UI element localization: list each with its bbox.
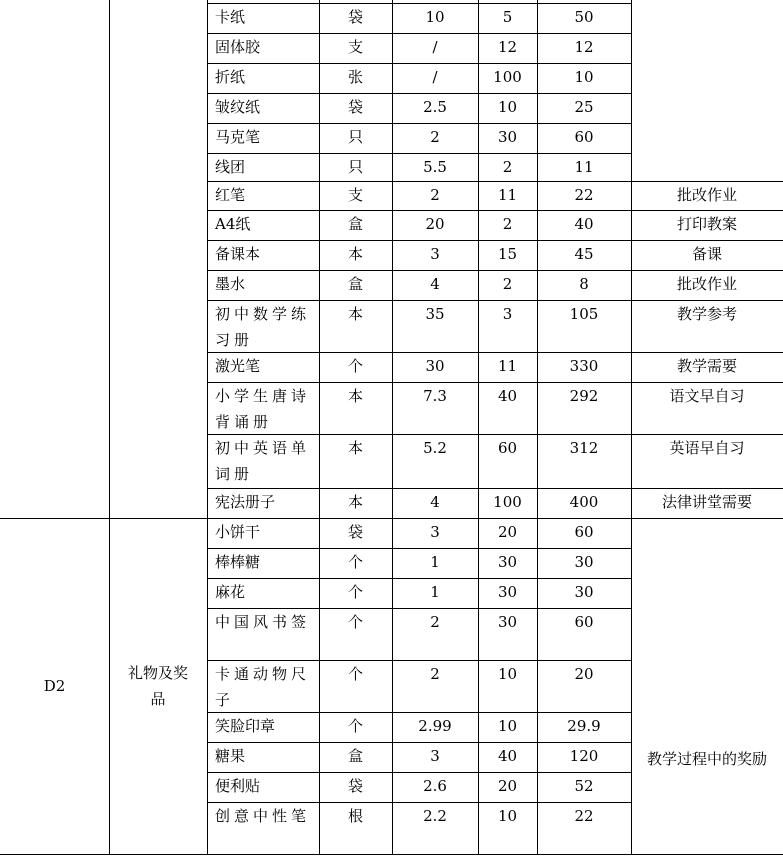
item-quantity: 2: [502, 275, 513, 293]
item-total: 292: [569, 387, 599, 405]
item-name: 皱纹纸: [215, 98, 261, 116]
item-unit: 袋: [347, 523, 363, 541]
item-name: 麻花: [215, 583, 246, 601]
item-price: 20: [425, 215, 445, 233]
item-total: 11: [574, 158, 594, 176]
item-unit: 个: [347, 717, 363, 735]
row-divider: [207, 3, 631, 4]
item-total: 60: [574, 128, 594, 146]
item-total: 60: [574, 613, 594, 631]
column-divider: [631, 0, 632, 855]
item-quantity: 10: [497, 98, 518, 116]
item-quantity: 2: [502, 215, 513, 233]
item-name: 线团: [215, 158, 246, 176]
column-divider: [319, 0, 320, 855]
section-code: D2: [43, 677, 66, 695]
item-name: 创意中性笔: [215, 807, 311, 825]
item-unit: 张: [347, 68, 363, 86]
column-divider: [392, 0, 393, 855]
item-total: 8: [579, 275, 589, 293]
item-price: 2: [430, 128, 440, 146]
item-name: 卡纸: [215, 8, 246, 26]
item-unit: 根: [347, 807, 363, 825]
row-divider: [631, 270, 783, 271]
row-divider: [631, 382, 783, 383]
item-purpose: 批改作业: [676, 275, 737, 293]
item-name: 墨水: [215, 275, 246, 293]
item-price: 1: [430, 553, 440, 571]
item-quantity: 5: [502, 8, 513, 26]
item-purpose: 批改作业: [676, 186, 737, 204]
column-divider: [207, 0, 208, 855]
column-divider: [109, 0, 110, 855]
item-price: 5.2: [423, 439, 447, 457]
item-price: 30: [425, 357, 445, 375]
row-divider: [631, 434, 783, 435]
item-name: 棒棒糖: [215, 553, 261, 571]
item-name: 红笔: [215, 186, 246, 204]
item-price: 3: [430, 245, 440, 263]
item-name: 固体胶: [215, 38, 261, 56]
item-unit: 袋: [347, 98, 363, 116]
item-name: A4纸: [215, 215, 251, 233]
item-price: 4: [430, 493, 440, 511]
item-unit: 个: [347, 665, 363, 683]
item-purpose: 教学需要: [676, 357, 737, 375]
item-price: 2.6: [423, 777, 447, 795]
item-total: 40: [574, 215, 594, 233]
item-name: 小学生唐诗背诵册: [215, 387, 311, 431]
item-price: 2.99: [418, 717, 452, 735]
item-unit: 本: [347, 245, 363, 263]
item-quantity: 11: [497, 357, 518, 375]
item-price: 10: [425, 8, 445, 26]
item-quantity: 100: [493, 68, 522, 86]
item-total: 30: [574, 583, 594, 601]
item-total: 29.9: [567, 717, 601, 735]
item-name: 宪法册子: [215, 493, 276, 511]
item-purpose: 教学参考: [676, 305, 737, 323]
item-unit: 个: [347, 583, 363, 601]
item-quantity: 30: [497, 553, 518, 571]
item-quantity: 10: [497, 717, 518, 735]
row-divider: [631, 300, 783, 301]
item-quantity: 100: [493, 493, 522, 511]
item-unit: 盒: [347, 275, 363, 293]
item-total: 330: [569, 357, 599, 375]
item-quantity: 2: [502, 158, 513, 176]
item-name: 糖果: [215, 747, 246, 765]
item-price: 2: [430, 613, 440, 631]
item-unit: 本: [347, 439, 363, 457]
item-price: /: [432, 38, 438, 56]
item-total: 20: [574, 665, 594, 683]
column-divider: [478, 0, 479, 855]
item-purpose: 语文早自习: [669, 387, 745, 405]
item-total: 30: [574, 553, 594, 571]
item-total: 22: [574, 186, 594, 204]
row-divider: [631, 210, 783, 211]
item-total: 400: [569, 493, 599, 511]
item-unit: 盒: [347, 215, 363, 233]
item-quantity: 20: [497, 777, 518, 795]
item-unit: 只: [347, 158, 363, 176]
item-unit: 个: [347, 613, 363, 631]
item-unit: 袋: [347, 8, 363, 26]
item-quantity: 11: [497, 186, 518, 204]
item-unit: 个: [347, 553, 363, 571]
item-quantity: 20: [497, 523, 518, 541]
item-quantity: 30: [497, 128, 518, 146]
item-quantity: 40: [497, 387, 518, 405]
row-divider: [631, 352, 783, 353]
item-total: 12: [574, 38, 594, 56]
item-purpose: 打印教案: [676, 215, 737, 233]
item-name: 小饼干: [215, 523, 261, 541]
item-quantity: 3: [502, 305, 513, 323]
item-unit: 盒: [347, 747, 363, 765]
item-unit: 袋: [347, 777, 363, 795]
item-total: 120: [569, 747, 599, 765]
item-total: 45: [574, 245, 594, 263]
item-price: 7.3: [423, 387, 447, 405]
item-unit: 个: [347, 357, 363, 375]
item-price: 4: [430, 275, 440, 293]
item-quantity: 40: [497, 747, 518, 765]
item-price: /: [432, 68, 438, 86]
item-total: 60: [574, 523, 594, 541]
item-name: 笑脸印章: [215, 717, 276, 735]
item-price: 3: [430, 747, 440, 765]
item-price: 1: [430, 583, 440, 601]
column-divider: [537, 0, 538, 855]
item-name: 卡通动物尺子: [215, 665, 311, 709]
item-unit: 支: [347, 186, 363, 204]
item-name: 便利贴: [215, 777, 261, 795]
item-total: 10: [574, 68, 594, 86]
item-price: 2: [430, 665, 440, 683]
item-name: 折纸: [215, 68, 246, 86]
item-price: 3: [430, 523, 440, 541]
item-total: 105: [569, 305, 599, 323]
item-price: 2.2: [423, 807, 447, 825]
row-divider: [631, 240, 783, 241]
item-total: 25: [574, 98, 594, 116]
item-price: 2: [430, 186, 440, 204]
item-total: 312: [569, 439, 599, 457]
row-divider: [631, 488, 783, 489]
item-unit: 支: [347, 38, 363, 56]
item-name: 初中数学练习册: [215, 305, 311, 349]
item-name: 备课本: [215, 245, 261, 263]
item-quantity: 60: [497, 439, 518, 457]
item-quantity: 10: [497, 665, 518, 683]
item-purpose: 备课: [691, 245, 722, 263]
item-price: 2.5: [423, 98, 447, 116]
item-name: 中国风书签: [215, 613, 311, 631]
item-unit: 本: [347, 305, 363, 323]
item-name: 激光笔: [215, 357, 261, 375]
merged-purpose: 教学过程中的奖励: [646, 750, 767, 768]
item-name: 初中英语单词册: [215, 439, 311, 483]
item-quantity: 10: [497, 807, 518, 825]
item-name: 马克笔: [215, 128, 261, 146]
item-quantity: 12: [497, 38, 518, 56]
item-unit: 本: [347, 493, 363, 511]
item-total: 50: [574, 8, 594, 26]
item-total: 22: [574, 807, 594, 825]
section-category: 礼物及奖品: [127, 664, 188, 708]
item-purpose: 英语早自习: [669, 439, 745, 457]
item-price: 35: [425, 305, 445, 323]
item-quantity: 15: [497, 245, 518, 263]
row-divider: [631, 181, 783, 182]
item-unit: 本: [347, 387, 363, 405]
item-quantity: 30: [497, 613, 518, 631]
item-price: 5.5: [423, 158, 447, 176]
item-purpose: 法律讲堂需要: [661, 493, 752, 511]
item-unit: 只: [347, 128, 363, 146]
item-total: 52: [574, 777, 594, 795]
item-quantity: 30: [497, 583, 518, 601]
